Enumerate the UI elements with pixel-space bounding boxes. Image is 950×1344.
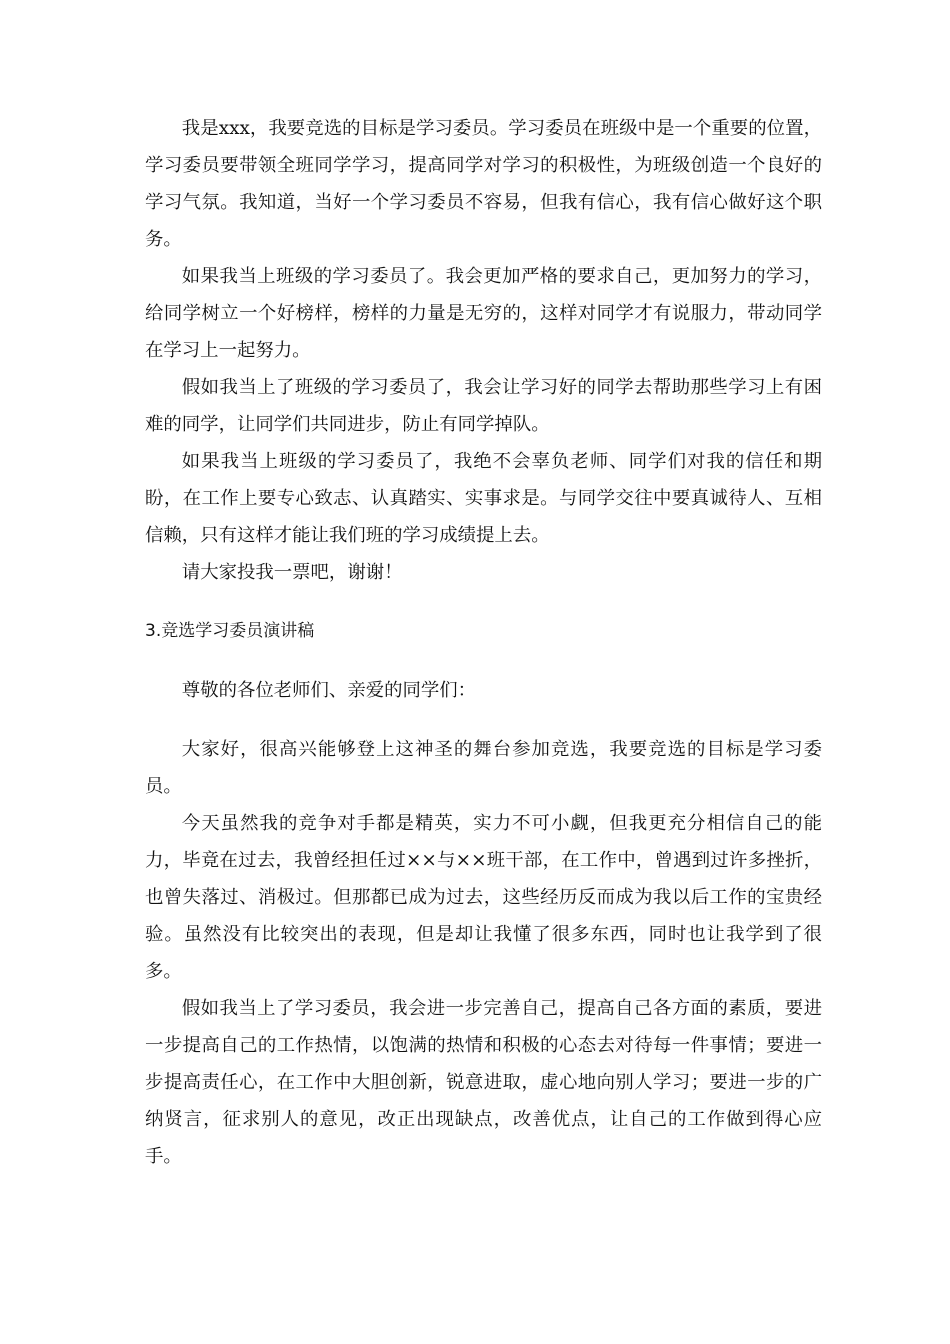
paragraph-vote-request: 请大家投我一票吧，谢谢！: [181, 562, 403, 583]
paragraph-hello: 大家好，很高兴能够登上这神圣的舞台参加竞选，我要竞选的目标是学习委员。: [145, 739, 822, 797]
document-page: [145, 110, 822, 1175]
greeting: 尊敬的各位老师们、亲爱的同学们：: [181, 680, 477, 701]
paragraph-trust: 如果我当上班级的学习委员了，我绝不会辜负老师、同学们对我的信任和期盼，在工作上要专心致志、认真踏实、实事求是。与同学交往中要真诚待人、互相信赖，只有这样才能让我们班的学习成绩提上去。: [145, 451, 822, 546]
paragraph-competitors: 今天虽然我的竞争对手都是精英，实力不可小觑，但我更充分相信自己的能力，毕竟在过去，我曾经担任过××与××班干部，在工作中，曾遇到过许多挫折，也曾失落过、消极过。但那都已成为过去，这些经历反而成为我以后工作的宝贵经验。虽然没有比较突出的表现，但是却让我懂了很多东西，同时也让我学到了很多。: [145, 813, 822, 982]
section-title: 3.竞选学习委员演讲稿: [145, 621, 315, 641]
paragraph-help-classmates: 假如我当上了班级的学习委员了，我会让学习好的同学去帮助那些学习上有困难的同学，让同学们共同进步，防止有同学掉队。: [145, 377, 822, 435]
paragraph-improvement: 假如我当上了学习委员，我会进一步完善自己，提高自己各方面的素质，要进一步提高自己的工作热情，以饱满的热情和积极的心态去对待每一件事情；要进一步提高责任心，在工作中大胆创新，锐意进取，虚心地向别人学习；要进一步的广纳贤言，征求别人的意见，改正出现缺点，改善优点，让自己的工作做到得心应手。: [145, 998, 822, 1167]
paragraph-strict-study: 如果我当上班级的学习委员了。我会更加严格的要求自己，更加努力的学习，给同学树立一个好榜样，榜样的力量是无穷的，这样对同学才有说服力，带动同学在学习上一起努力。: [145, 266, 822, 361]
paragraph-self-intro: 我是xxx，我要竞选的目标是学习委员。学习委员在班级中是一个重要的位置，学习委员要带领全班同学学习，提高同学对学习的积极性，为班级创造一个良好的学习气氛。我知道，当好一个学习委员不容易，但我有信心，我有信心做好这个职务。: [145, 118, 822, 250]
